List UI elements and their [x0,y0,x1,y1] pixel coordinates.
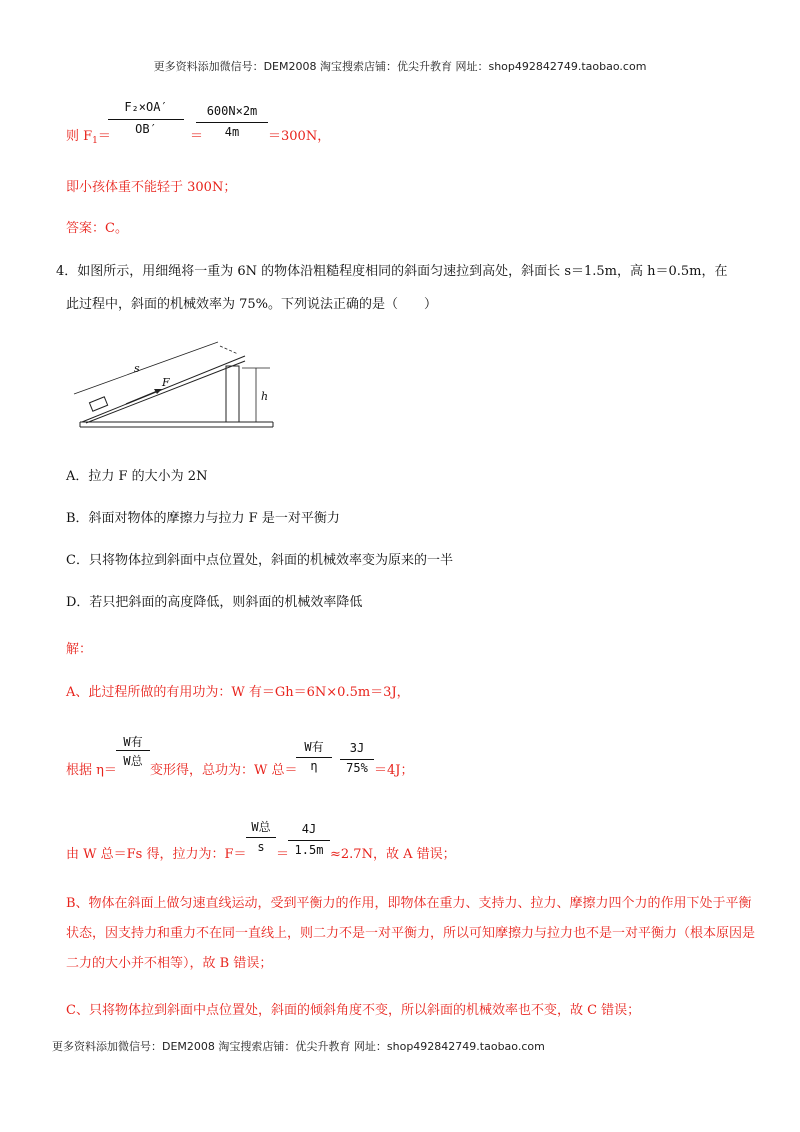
solution-title: 解： [66,642,93,657]
a2-num1: W有 [123,735,143,749]
f1-eq: ＝ [97,129,111,144]
f-label: F [162,376,170,389]
incline-figure [70,338,280,430]
a2-den1: W总 [123,754,143,768]
option-a: A．拉力 F 的大小为 2N [66,469,208,484]
answer-line: 答案：C。 [66,221,128,236]
solution-a2-end: ＝4J； [374,763,414,778]
a2-bar2 [296,757,332,758]
solution-a3-end: ≈2.7N，故 A 错误； [330,847,456,862]
a2-num3: 3J [349,741,365,755]
solution-a3-eq: ＝ [276,847,290,862]
solution-c: C、只将物体拉到斜面中点位置处，斜面的倾斜角度不变，所以斜面的机械效率也不变，故 C 错误； [66,1003,641,1018]
a3-den2: 1.5m [294,843,324,857]
f1-num2: 600N×2m [206,104,258,118]
solution-b: B、物体在斜面上做匀速直线运动，受到平衡力的作用，即物体在重力、支持力、拉力、摩擦力四个力的作用下处于平衡状态，因支持力和重力不在同一直线上，则二力不是一对平衡力，所以可知摩擦力与拉力也不是一对平衡力（根本原因是二力的大小并不相等），故 B 错误； [66,896,756,971]
s-label: s [134,362,140,375]
a2-den2: η [310,759,318,773]
f1-den1: OB′ [135,122,157,136]
weight-line: 即小孩体重不能轻于 300N； [66,180,237,195]
a2-bar1 [116,750,150,751]
option-c: C．只将物体拉到斜面中点位置处，斜面的机械效率变为原来的一半 [66,553,453,568]
a2-den3: 75% [346,761,368,775]
block-shape [89,397,107,411]
a3-bar1 [246,837,276,838]
a3-den1: s [257,840,265,854]
option-d: D．若只把斜面的高度降低，则斜面的机械效率降低 [66,595,363,610]
solution-a1: A、此过程所做的有用功为：W 有＝Gh＝6N×0.5m＝3J， [66,685,410,700]
option-b: B．斜面对物体的摩擦力与拉力 F 是一对平衡力 [66,511,340,526]
a3-bar2 [288,840,330,841]
f1-den2: 4m [224,125,240,139]
page-header: 更多资料添加微信号：DEM2008 淘宝搜索店铺：优尖升教育 网址：shop492842749.taobao.com [153,60,647,73]
solution-a3-prefix: 由 W 总＝Fs 得，拉力为：F＝ [66,847,247,862]
q4-line2: 此过程中，斜面的机械效率为 75%。下列说法正确的是（ ） [66,297,438,312]
f1-result: ＝300N， [268,129,331,144]
h-label: h [261,390,269,403]
f1-num1: F₂×OA′ [124,100,168,114]
s-dimension-line [74,342,218,394]
f1-sub: 1 [92,136,98,146]
a3-num2: 4J [301,822,317,836]
f1-bar2 [196,122,268,123]
support-post [226,366,239,422]
a2-num2: W有 [304,740,324,754]
page-footer: 更多资料添加微信号：DEM2008 淘宝搜索店铺：优尖升教育 网址：shop492842749.taobao.com [52,1040,545,1053]
f1-prefix: 则 F [66,129,93,144]
a3-num1: W总 [251,820,271,834]
q4-line1: 4．如图所示，用细绳将一重为 6N 的物体沿粗糙程度相同的斜面匀速拉到高处，斜面长 s＝1.5m，高 h＝0.5m，在 [56,264,728,279]
force-arrow [126,390,160,404]
f1-bar1 [108,119,184,120]
solution-a2-prefix: 根据 η＝ [66,763,117,778]
f1-eq2: ＝ [190,129,204,144]
f1-formula [66,128,111,150]
solution-a2-mid: 变形得，总功为：W 总＝ [150,763,298,778]
a2-bar3 [340,759,374,760]
